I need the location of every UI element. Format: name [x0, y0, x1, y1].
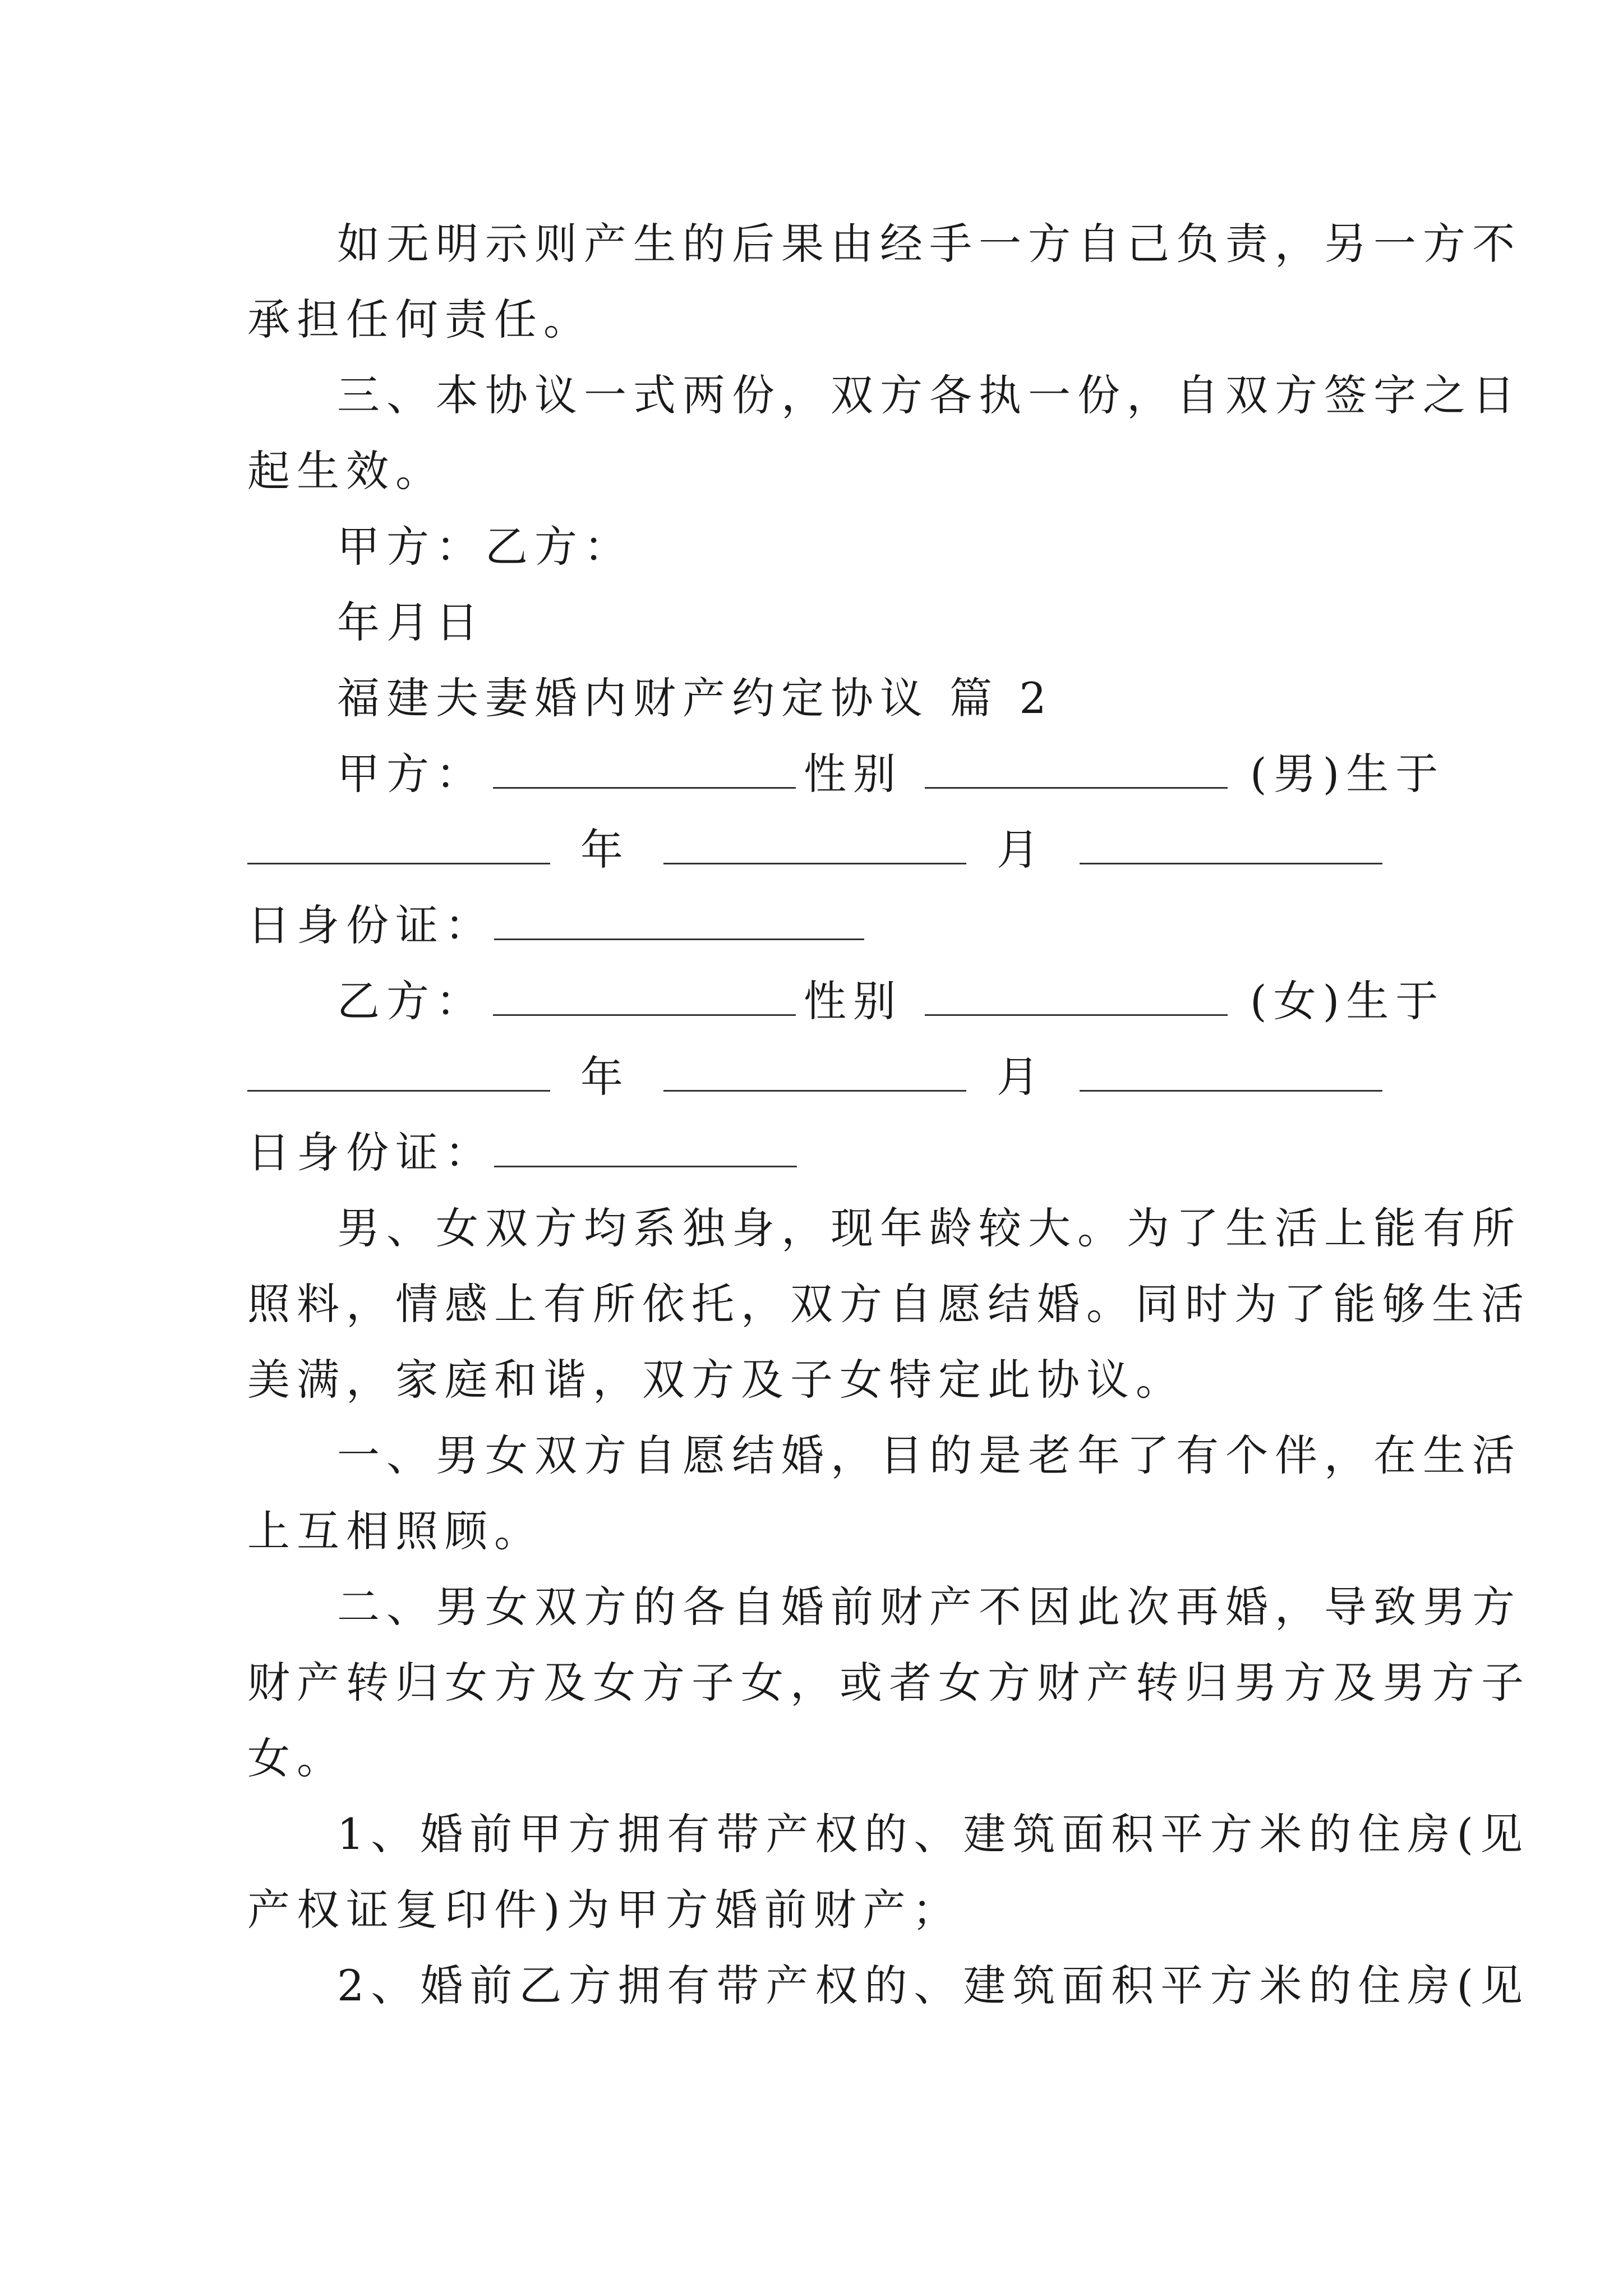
- gender-label: 性别: [804, 976, 902, 1026]
- party-a-name-blank[interactable]: [493, 781, 796, 789]
- birth-year-blank[interactable]: [247, 1084, 550, 1092]
- paragraph-line: 财产转归女方及女方子女，或者女方财产转归男方及男方子: [247, 1658, 1530, 1708]
- party-b-birth-row: [247, 1049, 1390, 1105]
- party-a-gender-blank[interactable]: [925, 781, 1228, 789]
- party-b-gender-blank[interactable]: [925, 1009, 1228, 1016]
- paragraph-line: 2、婚前乙方拥有带产权的、建筑面积平方米的住房(见: [337, 1961, 1530, 2010]
- party-b-label: 乙方：: [337, 976, 485, 1026]
- paragraph-line: 照料，情感上有所依托，双方自愿结婚。同时为了能够生活: [247, 1279, 1530, 1329]
- date-line: 年月日: [337, 597, 485, 647]
- paragraph-line: 1、婚前甲方拥有带产权的、建筑面积平方米的住房(见: [337, 1809, 1530, 1859]
- birth-day-blank[interactable]: [1080, 1084, 1382, 1092]
- paragraph-line: 女。: [247, 1733, 346, 1783]
- day-id-label: 日身份证：: [247, 900, 494, 950]
- birth-year-blank[interactable]: [247, 857, 550, 864]
- party-b-id-row: [247, 1125, 805, 1181]
- party-b-name-blank[interactable]: [493, 1009, 796, 1016]
- female-birth-label: (女)生于: [1250, 976, 1445, 1026]
- section-heading: 福建夫妻婚内财产约定协议 篇 2: [337, 673, 1053, 723]
- party-a-id-row: [247, 898, 872, 954]
- birth-month-blank[interactable]: [663, 1084, 966, 1092]
- paragraph-line: 三、本协议一式两份，双方各执一份，自双方签字之日: [337, 370, 1521, 420]
- party-a-label: 甲方：: [337, 749, 485, 799]
- month-label: 月: [997, 825, 1046, 875]
- male-birth-label: (男)生于: [1250, 749, 1445, 799]
- paragraph-line: 起生效。: [247, 446, 445, 496]
- party-b-row: [337, 973, 1445, 1029]
- year-label: 年: [580, 1052, 630, 1102]
- signature-line: 甲方：乙方：: [337, 522, 633, 572]
- party-a-id-blank[interactable]: [494, 933, 864, 940]
- party-b-id-blank[interactable]: [494, 1160, 797, 1167]
- year-label: 年: [580, 825, 630, 875]
- paragraph-line: 产权证复印件)为甲方婚前财产；: [247, 1885, 962, 1935]
- paragraph-line: 一、男女双方自愿结婚，目的是老年了有个伴，在生活: [337, 1430, 1521, 1480]
- party-a-birth-row: [247, 822, 1390, 878]
- paragraph-line: 承担任何责任。: [247, 295, 593, 344]
- paragraph-line: 如无明示则产生的后果由经手一方自己负责，另一方不: [337, 219, 1521, 269]
- day-id-label: 日身份证：: [247, 1128, 494, 1177]
- paragraph-line: 二、男女双方的各自婚前财产不因此次再婚，导致男方: [337, 1582, 1521, 1632]
- gender-label: 性别: [804, 749, 902, 799]
- paragraph-line: 上互相照顾。: [247, 1506, 543, 1556]
- birth-day-blank[interactable]: [1080, 857, 1382, 864]
- month-label: 月: [997, 1052, 1046, 1102]
- party-a-row: [337, 746, 1445, 802]
- paragraph-line: 美满，家庭和谐，双方及子女特定此协议。: [247, 1355, 1185, 1405]
- paragraph-line: 男、女双方均系独身，现年龄较大。为了生活上能有所: [337, 1203, 1521, 1253]
- birth-month-blank[interactable]: [663, 857, 966, 864]
